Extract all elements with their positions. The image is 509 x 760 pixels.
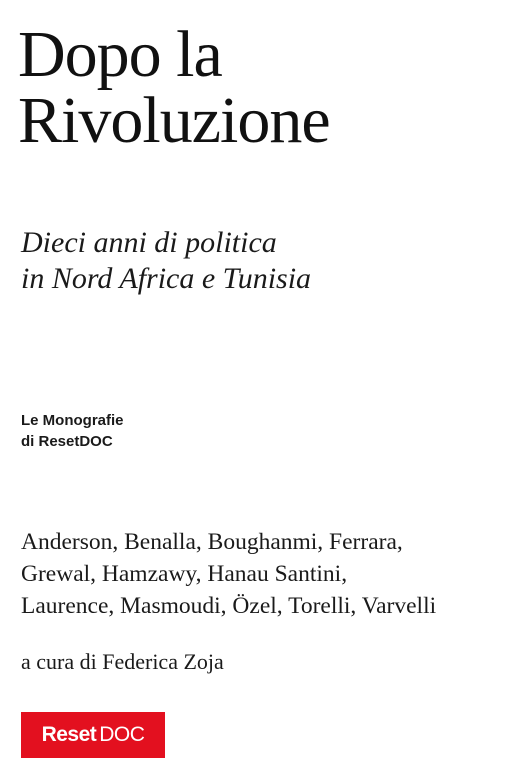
book-title-line-1: Dopo la <box>18 18 222 91</box>
logo-doc-text: DOC <box>99 723 145 746</box>
logo-reset-text: Reset <box>41 723 97 746</box>
book-title <box>18 18 330 157</box>
author-list-line-3: Laurence, Masmoudi, Özel, Torelli, Varvelli <box>21 593 437 619</box>
author-list-line-1: Anderson, Benalla, Boughanmi, Ferrara, <box>21 529 403 555</box>
book-subtitle <box>21 225 311 297</box>
book-title-line-2: Rivoluzione <box>18 84 330 157</box>
series-name-line-1: Le Monografie <box>21 412 124 429</box>
author-list <box>21 526 436 622</box>
series-name-line-2: di ResetDOC <box>21 433 113 450</box>
author-list-line-2: Grewal, Hamzawy, Hanau Santini, <box>21 561 348 587</box>
editor-credit: a cura di Federica Zoja <box>21 649 224 674</box>
resetdoc-logo <box>21 712 165 758</box>
book-subtitle-line-1: Dieci anni di politica <box>21 226 277 259</box>
series-name <box>21 410 124 452</box>
book-subtitle-line-2: in Nord Africa e Tunisia <box>21 262 312 295</box>
